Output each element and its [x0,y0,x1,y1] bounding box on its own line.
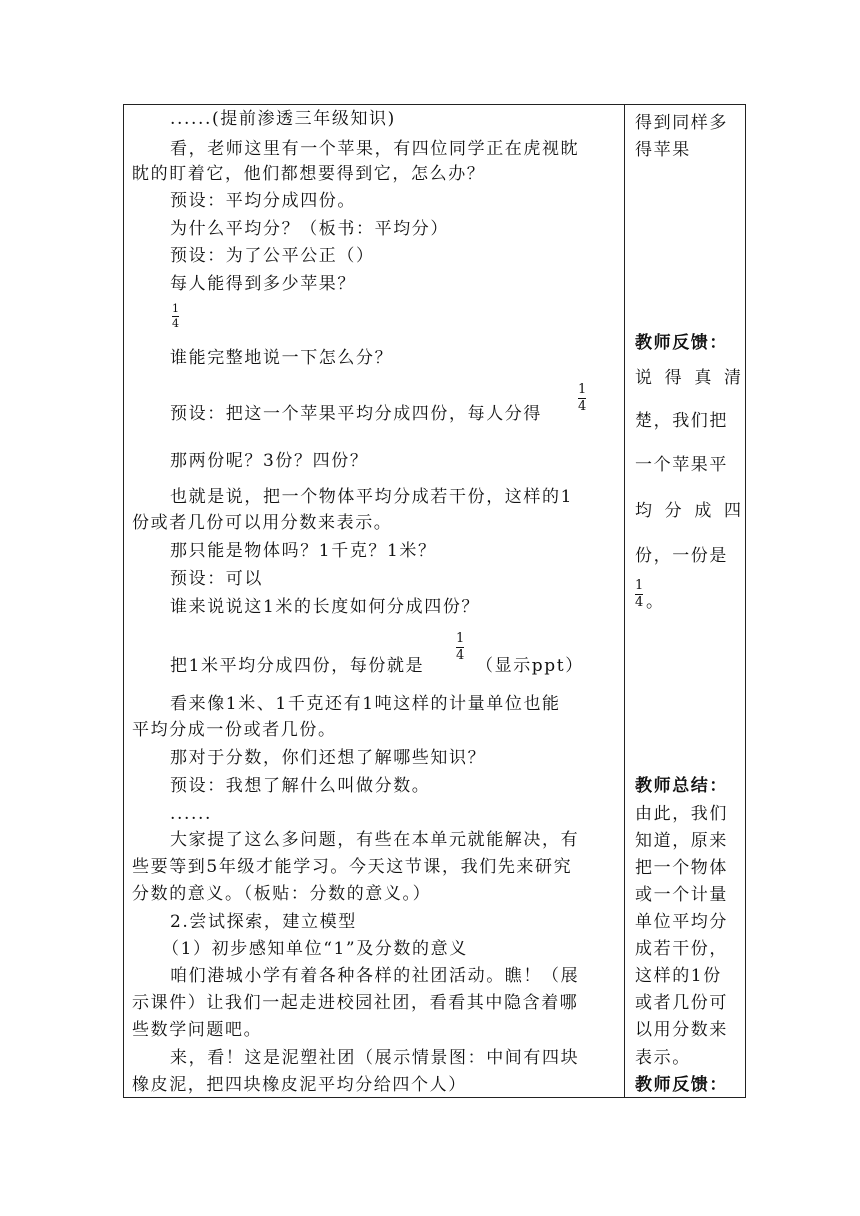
left-text-line: 橡皮泥，把四块橡皮泥平均分给四个人） [132,1075,467,1095]
right-text-line: 这样的1份 [635,966,722,986]
right-text-line: 知道，原来 [635,831,728,851]
fraction-one-quarter [172,303,179,330]
left-text-line: ......(提前渗透三年级知识) [170,109,396,129]
left-text-line: 每人能得到多少苹果？ [170,274,356,294]
left-text-line: （1）初步感知单位“1”及分数的意义 [162,939,468,959]
right-text-line [635,367,741,389]
left-text-line: 那两份呢？3份？四份？ [170,451,369,471]
right-text-line: 单位平均分 [635,912,728,932]
lesson-table [123,104,746,1098]
left-text-line: 预设：平均分成四份。 [170,191,356,211]
left-text-line: 也就是说，把一个物体平均分成若干份，这样的1 [170,487,574,507]
right-text-line: 份，一份是 [635,546,728,566]
fraction-numerator: 1 [635,578,644,593]
left-text-line: 看来像1米、1千克还有1吨这样的计量单位也能 [170,694,561,714]
fraction-numerator: 1 [172,302,179,315]
feedback-heading: 教师反馈： [635,1075,728,1095]
left-text-line: 谁来说说这1米的长度如何分成四份？ [170,597,481,617]
right-char: 清 [723,368,741,388]
right-text-line: 以用分数来 [635,1020,728,1040]
fraction-one-quarter [578,383,586,414]
right-text-segment: 。 [646,592,665,612]
right-text-line: 一个苹果平 [635,455,728,475]
right-char: 四 [723,501,741,521]
right-text-line: 由此，我们 [635,804,728,824]
left-text-line: 眈的盯着它，他们都想要得到它，怎么办？ [132,164,486,184]
right-text-line [635,500,741,522]
left-text-line: 些数学问题吧。 [132,1020,263,1040]
fraction-one-quarter [635,579,643,610]
left-text-segment: （显示ppt） [476,656,584,676]
left-text-segment: 把1米平均分成四份，每份就是 [170,656,425,676]
left-text-line: 份或者几份可以用分数来表示。 [132,513,393,533]
feedback-heading: 教师反馈： [635,333,728,353]
right-text-line: 表示。 [635,1048,691,1068]
right-char: 真 [694,368,712,388]
right-text-line: 或一个计量 [635,885,728,905]
left-text-line: 谁能完整地说一下怎么分？ [170,348,394,368]
fraction-numerator: 1 [456,631,465,646]
fraction-denominator: 4 [456,648,465,663]
left-text-line: 那只能是物体吗？1千克？1米？ [170,541,437,561]
fraction-numerator: 1 [578,382,587,397]
summary-heading: 教师总结： [635,776,728,796]
left-text-line: 咱们港城小学有着各种各样的社团活动。瞧！（展 [170,966,580,986]
fraction-denominator: 4 [172,317,179,330]
fraction-denominator: 4 [635,595,644,610]
left-text-line: 示课件）让我们一起走进校园社团，看看其中隐含着哪 [132,993,579,1013]
left-text-line: 预设：我想了解什么叫做分数。 [170,776,431,796]
right-char: 均 [635,501,652,521]
right-text-line: 得到同样多 [635,113,728,133]
left-text-line: 预设：为了公平公正（） [170,246,375,266]
right-text-line: 把一个物体 [635,858,728,878]
fraction-one-quarter [456,632,464,663]
left-text-line [170,655,424,677]
right-text-line: 或者几份可 [635,993,728,1013]
left-text-line: 分数的意义。（板贴：分数的意义。） [132,884,432,904]
left-text-line: 预设：把这一个苹果平均分成四份，每人分得 [170,404,542,424]
right-char: 说 [635,368,652,388]
left-text-line: 来，看！这是泥塑社团（展示情景图：中间有四块 [170,1048,580,1068]
right-text-line: 成若干份， [635,939,728,959]
right-char: 分 [664,501,682,521]
left-text-line: 些要等到5年级才能学习。今天这节课，我们先来研究 [132,857,573,877]
right-char: 得 [664,368,682,388]
left-text-line: 看，老师这里有一个苹果，有四位同学正在虎视眈 [170,139,580,159]
left-text-line: 2.尝试探索，建立模型 [170,912,357,932]
left-text-line: 预设：可以 [170,569,263,589]
right-text-line: 得苹果 [635,140,691,160]
left-text-line: ...... [170,804,213,824]
left-text-line: 那对于分数，你们还想了解哪些知识？ [170,748,487,768]
right-char: 成 [694,501,712,521]
right-text-line: 楚，我们把 [635,411,728,431]
fraction-denominator: 4 [578,399,587,414]
left-text-line: 为什么平均分？（板书：平均分） [170,219,449,239]
left-text-line: 大家提了这么多问题，有些在本单元就能解决，有 [170,830,580,850]
column-divider [624,105,625,1097]
left-text-line: 平均分成一份或者几份。 [132,720,337,740]
